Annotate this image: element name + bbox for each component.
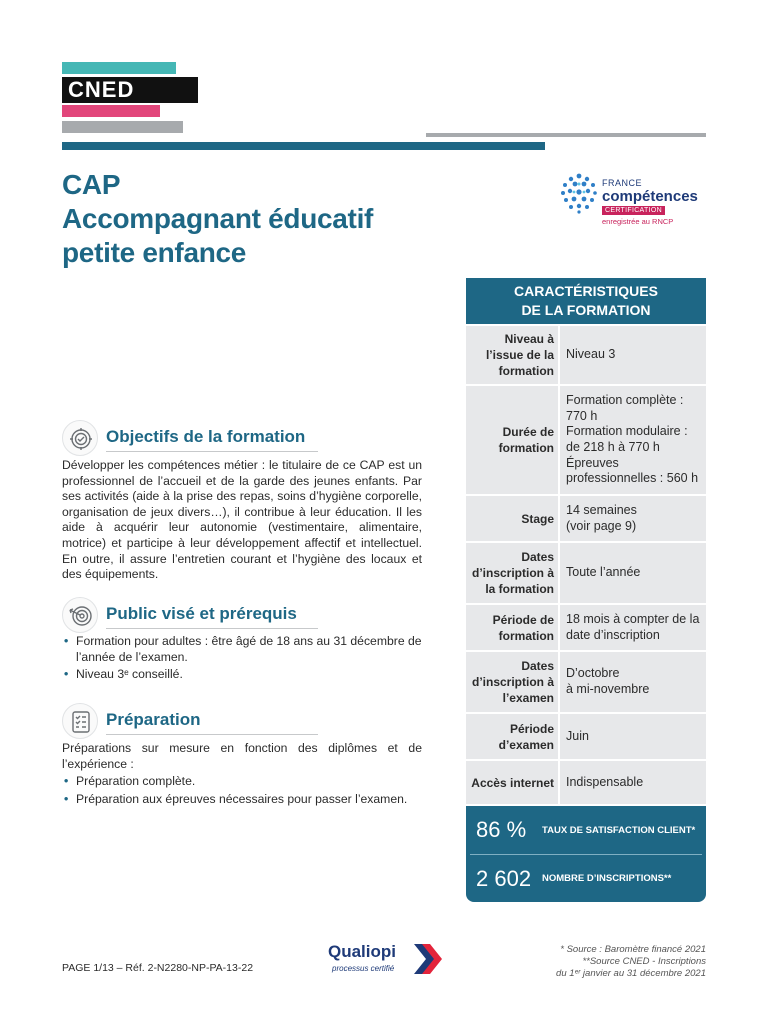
row-value-line: 14 semaines — [566, 502, 637, 517]
cned-logo: CNED — [68, 77, 135, 102]
page-title — [62, 168, 442, 270]
table-row — [466, 712, 706, 759]
section-title: Objectifs de la formation — [106, 427, 306, 446]
target-arrow-icon — [62, 597, 98, 633]
brand-bar-pink — [62, 105, 160, 117]
row-key: Période d’examen — [498, 721, 554, 752]
page-reference: PAGE 1/13 – Réf. 2-N2280-NP-PA-13-22 — [62, 962, 254, 974]
row-value-line: 18 mois à compter de la — [566, 611, 700, 626]
section-title: Public visé et prérequis — [106, 604, 297, 623]
row-value — [558, 652, 706, 712]
row-value — [558, 605, 706, 650]
section-underline — [106, 734, 318, 735]
characteristics-table — [466, 278, 706, 902]
row-value — [558, 761, 706, 804]
row-value-line: Indispensable — [566, 774, 644, 789]
footnote-1: * Source : Baromètre financé 2021 — [560, 944, 706, 955]
table-row — [466, 650, 706, 712]
section-body — [62, 741, 422, 807]
section-underline — [106, 628, 318, 629]
fc-logo-line1: FRANCE — [602, 178, 643, 188]
row-key: Dates d’inscription à la formation — [471, 550, 554, 596]
section-preparation — [62, 703, 422, 807]
row-value-line: Juin — [566, 728, 589, 743]
preparation-list — [62, 774, 422, 807]
brand-bar-gray — [62, 121, 183, 133]
row-key: Dates d’inscription à l’examen — [471, 659, 554, 705]
title-line-3: petite enfance — [62, 237, 247, 268]
row-value-line: Niveau 3 — [566, 347, 616, 362]
qualiopi-subtitle: processus certifié — [332, 964, 395, 973]
row-value-line: D’octobre — [566, 666, 620, 681]
row-value-line: (voir page 9) — [566, 518, 637, 533]
row-key: Période de formation — [492, 612, 554, 643]
row-value-line: à mi-novembre — [566, 682, 650, 696]
preparation-intro: Préparations sur mesure en fonction des diplômes et de l’expérience : — [62, 741, 422, 771]
footnotes — [500, 944, 706, 980]
list-item: • Formation pour adultes : être âgé de 18 ans au 31 décembre de l’année de l’examen. — [62, 634, 422, 665]
row-value-line: professionnelles : 560 h — [566, 471, 699, 486]
section-objectifs — [62, 420, 422, 583]
row-key: Niveau à l’issue de la formation — [485, 332, 554, 378]
section-body — [62, 634, 422, 683]
row-value-line: date d’inscription — [566, 627, 660, 642]
table-row — [466, 494, 706, 541]
fc-logo-line4: enregistrée au RNCP — [602, 217, 674, 226]
list-item: • Niveau 3ᵉ conseillé. — [62, 667, 422, 683]
qualiopi-name: Qualiopi — [328, 942, 396, 961]
list-item: • Préparation complète. — [62, 774, 422, 790]
row-value-line: Formation modulaire : — [566, 424, 688, 439]
stat-label: NOMBRE D’INSCRIPTIONS** — [542, 873, 672, 884]
header-rule-gray — [426, 133, 706, 137]
row-key: Stage — [521, 511, 554, 526]
row-value-line: 770 h — [566, 408, 598, 423]
section-header — [62, 597, 422, 633]
table-stats — [466, 804, 706, 902]
table-row — [466, 384, 706, 494]
section-header — [62, 703, 422, 739]
table-row — [466, 324, 706, 384]
target-check-icon — [62, 420, 98, 456]
stat-satisfaction — [466, 806, 706, 854]
stat-inscriptions — [470, 854, 702, 902]
table-row — [466, 759, 706, 804]
fc-logo-line2: compétences — [602, 188, 698, 205]
section-body — [62, 458, 422, 583]
dot-network-icon — [560, 172, 598, 214]
checklist-icon — [62, 703, 98, 739]
row-value — [558, 496, 706, 541]
row-value-line: de 218 h à 770 h — [566, 440, 660, 454]
france-competences-logo — [560, 172, 710, 228]
section-header — [62, 420, 422, 456]
row-value-line: Épreuves — [566, 455, 619, 470]
row-value — [558, 326, 706, 384]
list-item: • Préparation aux épreuves nécessaires pour passer l’examen. — [62, 792, 422, 808]
row-key: Accès internet — [471, 775, 554, 790]
stat-value: 2 602 — [476, 865, 532, 891]
qualiopi-logo — [328, 942, 446, 978]
section-public — [62, 597, 422, 683]
table-row — [466, 541, 706, 603]
table-header-line1: CARACTÉRISTIQUES — [514, 283, 658, 299]
row-value — [558, 386, 706, 494]
brand-bar-teal — [62, 62, 176, 74]
row-value — [558, 543, 706, 603]
table-header — [466, 278, 706, 324]
table-row — [466, 603, 706, 650]
title-line-1: CAP — [62, 169, 121, 200]
table-header-line2: DE LA FORMATION — [521, 302, 651, 318]
footnote-2: **Source CNED - Inscriptions — [582, 956, 706, 967]
header-rule-blue — [62, 142, 545, 150]
section-title: Préparation — [106, 710, 201, 729]
title-line-2: Accompagnant éducatif — [62, 203, 374, 234]
section-underline — [106, 451, 318, 452]
stat-value: 86 % — [476, 817, 527, 842]
stat-label: TAUX DE SATISFACTION CLIENT* — [542, 824, 696, 836]
objectifs-text: Développer les compétences métier : le titulaire de ce CAP est un professionnel de l’accueil et de la garde des jeunes enfants. Par ses activités (aide à la prise des repas, soins d’hygiène corporelle, organisation de jeux divers…), il contribue à leur éducation. Il les aide à acquérir leur autonomie (vestimentaire, alimentaire, motrice) et participe à leur développement affectif et intellectuel. En outre, il assure l’entretien courant et l’hygiène des locaux et des équipements. — [62, 458, 422, 582]
public-list — [62, 634, 422, 683]
row-value-line: Toute l’année — [566, 565, 641, 580]
footnote-3: du 1ᵉʳ janvier au 31 décembre 2021 — [556, 968, 706, 979]
fc-logo-line3: CERTIFICATION — [602, 206, 665, 215]
qualiopi-flag-icon — [414, 944, 442, 974]
row-value-line: Formation complète : — [566, 393, 684, 408]
row-value — [558, 714, 706, 759]
row-key: Durée de formation — [498, 425, 554, 455]
